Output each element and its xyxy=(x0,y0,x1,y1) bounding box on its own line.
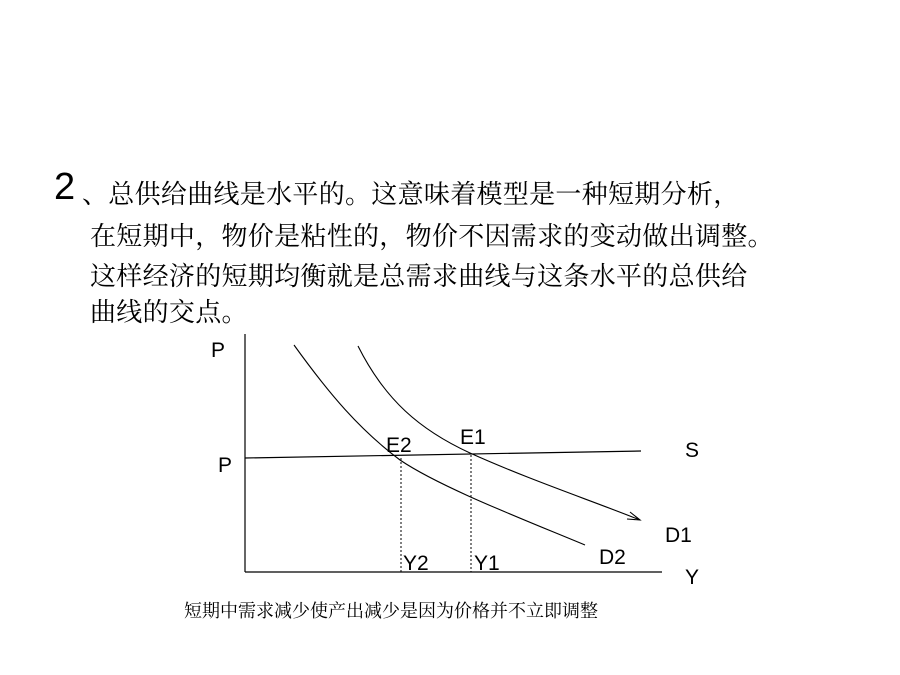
demand-curve-d1 xyxy=(358,346,640,520)
item-number: 2 xyxy=(54,166,76,208)
supply-curve xyxy=(245,451,641,458)
equilibrium-e1-label: E1 xyxy=(460,426,486,449)
axis-y-label: Y xyxy=(685,566,700,589)
paragraph-line-1: 、总供给曲线是水平的。这意味着模型是一种短期分析， xyxy=(82,180,740,210)
diagram-caption: 短期中需求减少使产出减少是因为价格并不立即调整 xyxy=(184,601,598,622)
paragraph-line-3: 这样经济的短期均衡就是总需求曲线与这条水平的总供给 xyxy=(90,262,748,292)
paragraph-line-4: 曲线的交点。 xyxy=(90,298,248,328)
price-level-label: P xyxy=(218,454,233,477)
demand-d2-label: D2 xyxy=(599,546,626,569)
equilibrium-e2-label: E2 xyxy=(386,434,412,457)
output-y1-label: Y1 xyxy=(474,552,500,575)
output-y2-label: Y2 xyxy=(403,552,429,575)
demand-d1-label: D1 xyxy=(665,524,692,547)
demand-curve-d2 xyxy=(294,345,585,545)
paragraph-line-2: 在短期中，物价是粘性的，物价不因需求的变动做出调整。 xyxy=(90,222,774,252)
supply-label: S xyxy=(685,439,700,462)
axis-p-label: P xyxy=(211,339,226,362)
